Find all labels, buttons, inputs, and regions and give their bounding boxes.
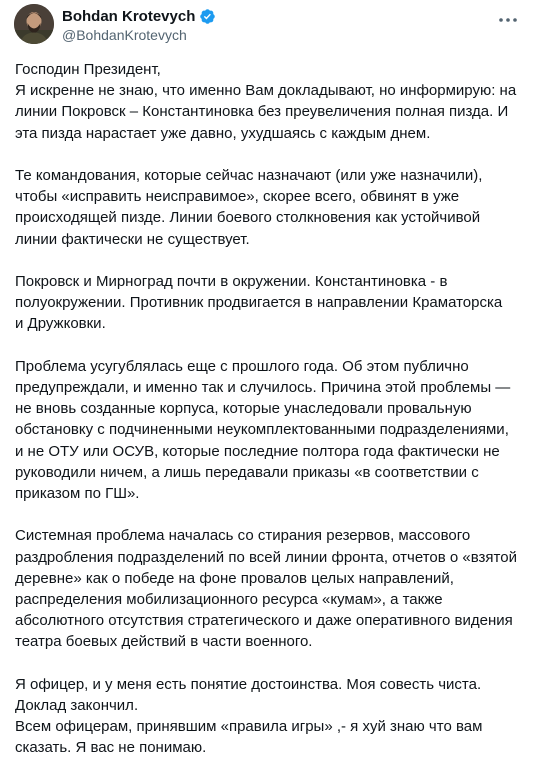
tweet-header (0, 0, 533, 52)
verified-badge-icon (199, 8, 216, 25)
tweet-line: приказом по ГШ». (15, 485, 140, 503)
tweet-line: полуокружении. Противник продвигается в направлении Краматорска (15, 294, 503, 312)
tweet-paragraph (15, 356, 527, 504)
tweet-line: происходящей пизде. Линии боевого столкновения как устойчивой (15, 209, 481, 227)
tweet-line: чтобы «исправить неисправимое», скорее всего, обвинят в уже (15, 188, 460, 206)
tweet-line: Я офицер, и у меня есть понятие достоинства. Моя совесть чиста. (15, 675, 482, 693)
tweet-line: театра боевых действий в части военного. (15, 633, 313, 651)
tweet-line: не вновь созданные корпуса, которые унаследовали провальную (15, 400, 472, 418)
tweet-line: и Дружковки. (15, 315, 106, 333)
tweet-line: раздробления подразделений по всей линии фронта, отчетов о «взятой (15, 548, 517, 566)
tweet-line: Те командования, которые сейчас назначают (или уже назначили), (15, 167, 483, 184)
tweet-paragraph (15, 674, 527, 759)
tweet-paragraph (15, 271, 527, 335)
tweet-paragraph (15, 165, 527, 250)
tweet-line: руководили ничем, а лишь передавали приказы «в соответствии с (15, 463, 479, 481)
tweet-line: Системная проблема началась со стирания резервов, массового (15, 527, 471, 545)
tweet-line: сказать. Я вас не понимаю. (15, 739, 207, 757)
tweet-line: Господин Президент, (15, 61, 161, 78)
tweet-line: предупреждали, и именно так и случилось. Причина этой проблемы — (15, 379, 511, 396)
tweet-line: абсолютного отсутствия стратегического и даже оперативного видения (15, 612, 513, 630)
tweet-line: Покровск и Мирноград почти в окружении. Константиновка - в (15, 273, 448, 290)
tweet-line: Проблема усугублялась еще с прошлого года. Об этом публично (15, 357, 469, 375)
author-handle[interactable]: @BohdanKrotevych (62, 27, 187, 43)
avatar[interactable] (14, 4, 54, 44)
tweet-line: распределения мобилизационного ресурса «кумам», а также (15, 591, 443, 609)
user-avatar-image (14, 4, 54, 44)
tweet-line: Всем офицерам, принявшим «правила игры» ,- я хуй знаю что вам (15, 718, 483, 736)
tweet-line: Доклад закончил. (15, 697, 139, 715)
author-display-name[interactable]: Bohdan Krotevych (62, 7, 196, 25)
tweet-paragraph (15, 59, 527, 144)
more-options-icon[interactable] (496, 10, 520, 30)
tweet-line: линии Покровск – Константиновка без преувеличения полная пизда. И (15, 103, 509, 121)
tweet-text (15, 59, 527, 759)
tweet-paragraph (15, 525, 527, 652)
author-name-row (62, 6, 216, 26)
tweet-line: деревне» как о победе на фоне провалов целых направлений, (15, 569, 454, 587)
tweet-line: Я искренне не знаю, что именно Вам докладывают, но информирую: на (15, 82, 517, 100)
tweet-line: обстановку с подчиненными неукомплектованными подразделениями, (15, 421, 509, 439)
tweet-line: эта пизда нарастает уже давно, ухудшаясь с каждым днем. (15, 124, 431, 142)
tweet-line: и не ОТУ или ОСУВ, которые последние полтора года фактически не (15, 442, 500, 460)
tweet-line: линии фактически не существует. (15, 230, 250, 248)
